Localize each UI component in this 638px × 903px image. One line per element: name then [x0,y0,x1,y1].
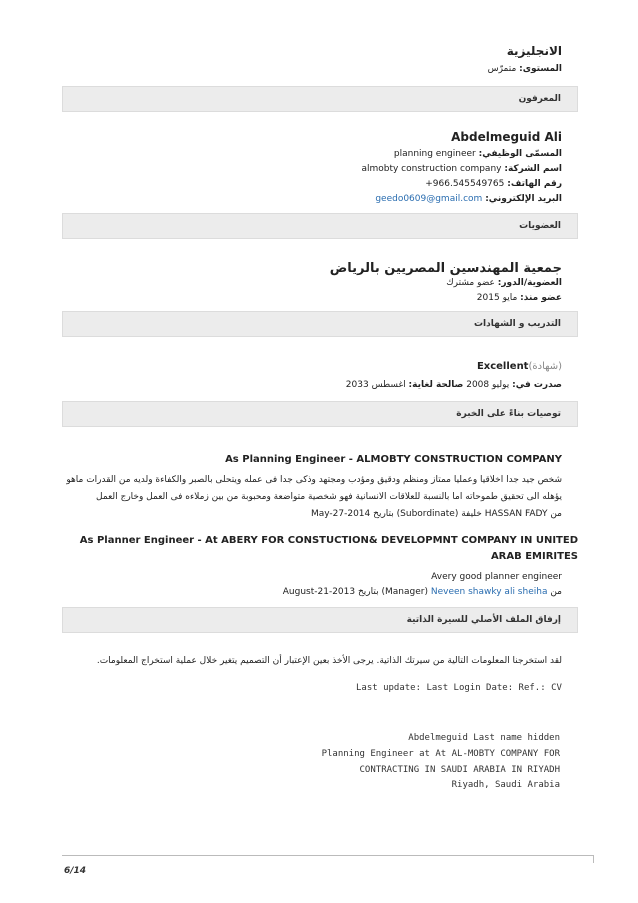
membership-since [477,293,562,303]
recommendation-1-from-name: HASSAN FADY [484,509,548,519]
membership-since-value: مايو 2015 [476,293,518,303]
reference-name: Abdelmeguid Ali [451,130,562,144]
language-level-value: متمرّس [487,64,517,74]
section-recommendations [62,401,578,427]
membership-org: جمعية المهندسين المصريين بالرياض [329,261,562,276]
footer-divider [62,855,594,856]
reference-phone-label: رقم الهاتف: [507,179,562,189]
recommendation-1-date: May-27-2014 [310,509,371,519]
page-number: 6/14 [64,866,87,876]
certificate-issued-value: يوليو 2008 [466,380,510,390]
section-memberships [62,213,578,239]
reference-job-value: planning engineer [393,149,476,159]
membership-role-value: عضو مشترك [446,278,495,288]
recommendation-2-from-label: من [550,587,562,597]
recommendation-2-from [283,587,562,597]
section-memberships-title: العضويات [519,221,561,231]
certificate-issued-label: صدرت في: [512,380,562,390]
membership-role-label: العضوية/الدور: [497,278,562,288]
reference-company-value: almobty construction company [361,164,502,174]
recommendation-2-title: As Planner Engineer - At ABERY FOR CONSTUCTION& DEVELOPMNT COMPANY IN UNITED ARAB EMIRITES [79,535,578,562]
membership-since-label: عضو منذ: [520,293,562,303]
recommendation-2-from-rel: (Manager) [381,587,428,597]
certificate-name: Excellent [476,361,529,372]
section-recommendations-title: توصيات بناءً على الخبرة [456,409,561,419]
extracted-line-3: CONTRACTING IN SAUDI ARABIA IN RIYADH [359,765,560,775]
certificate-title [477,361,562,372]
reference-phone [425,179,562,189]
recommendation-1-date-label: بتاريخ [373,509,394,519]
recommendation-2-date: August-21-2013 [282,587,356,597]
reference-email-link[interactable]: geedo0609@gmail.com [375,194,483,204]
extracted-line-2: Planning Engineer at At AL-MOBTY COMPANY FOR [321,749,560,759]
reference-company-label: اسم الشركة: [504,164,562,174]
section-attach-cv-title: إرفاق الملف الأصلي للسيرة الذاتية [406,615,561,625]
extracted-line-4: Riyadh, Saudi Arabia [451,780,560,790]
language-level-label: المستوى: [519,64,562,74]
footer-divider-tick [593,855,594,863]
recommendation-1-from-label: من [550,509,562,519]
membership-role [446,278,562,288]
section-references [62,86,578,112]
certificate-valid-label: صالحة لغاية: [408,380,464,390]
recommendation-2-text: Avery good planner engineer [431,572,562,582]
recommendation-1-from-rel: خليفة (Subordinate) [396,509,482,519]
reference-phone-value: +966.545549765 [425,179,505,189]
reference-email-label: البريد الإلكتروني: [485,194,562,204]
recommendation-1-title: As Planning Engineer - ALMOBTY CONSTRUCTION COMPANY [225,454,562,465]
reference-company [361,164,562,174]
reference-email [375,194,562,204]
recommendation-2-date-label: بتاريخ [357,587,379,597]
reference-job-label: المسمّى الوظيفي: [478,149,562,159]
reference-job [394,149,562,159]
recommendation-1-text: شخص جيد جدا اخلاقيا وعمليا ممتاز ومنظم ودقيق ومؤدب ومجتهد وذكى جدا فى عمله ويتحلى بالصبر والكفاءة ولديه من القدرات ماهو يؤهله الى تحقيق طموحاته اما بالنسبة للعلاقات الانسانية فهو شخصية متواضعة ومحبوبة من بين زملاءه فى العمل وخارج العمل [66,475,562,502]
extracted-last-update: Last update: Last Login Date: Ref.: CV [356,683,562,693]
certificate-valid-value: اغسطس 2033 [345,380,406,390]
section-attach-cv [62,607,578,633]
certificate-type: (شهادة) [528,361,562,372]
recommendation-2-from-name[interactable]: Neveen shawky ali sheiha [430,587,548,597]
section-training-title: التدريب و الشهادات [474,319,561,329]
section-references-title: المعرفون [518,94,561,104]
section-training [62,311,578,337]
recommendation-1-from [311,509,562,519]
certificate-dates [346,380,562,390]
language-title: الانجليزية [506,44,562,58]
attach-note: لقد استخرجنا المعلومات التالية من سيرتك الذاتية. يرجى الأخذ بعين الإعتبار أن التصميم يتغير خلال عملية استخراج المعلومات. [96,656,562,666]
language-level [488,64,562,74]
extracted-line-1: Abdelmeguid Last name hidden [408,733,560,743]
